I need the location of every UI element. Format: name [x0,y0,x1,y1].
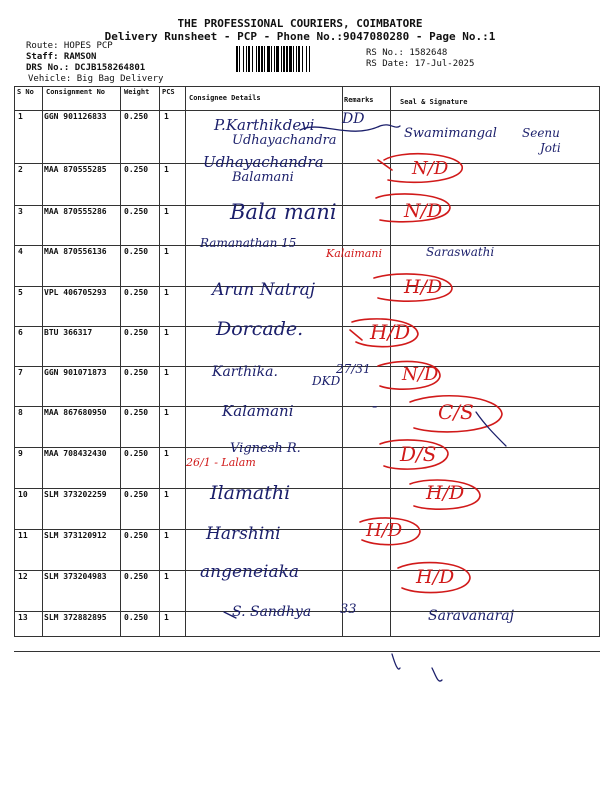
handwritten-name: angeneiaka [200,562,300,582]
handwritten-name: P.Karthikdevi [214,116,315,134]
handwritten-remark: H/D [370,320,411,344]
row-sno: 5 [18,288,23,297]
row-consignment: MAA 870556136 [44,247,107,256]
handwritten-remark: N/D [412,158,449,179]
row-consignment: MAA 867680950 [44,408,107,417]
row-pcs: 1 [164,112,169,121]
col-pcs: PCS [162,88,175,96]
row-pcs: 1 [164,165,169,174]
handwritten-name: Balamani [232,170,294,185]
row-sno: 11 [18,531,28,540]
remark-circle [360,518,420,545]
row-weight: 0.250 [124,288,149,297]
handwritten-remark: H/D [404,276,443,298]
row-sno: 7 [18,368,23,377]
row-consignment: SLM 373204983 [44,572,107,581]
row-sno: 4 [18,247,23,256]
handwritten-name: Harshini [206,524,281,544]
row-pcs: 1 [164,572,169,581]
handwritten-remark: N/D [402,364,439,385]
col-seal: Seal & Signature [400,98,468,106]
row-weight: 0.250 [124,408,149,417]
handwritten-name: Karthika. [212,364,278,380]
row-consignment: SLM 372882895 [44,613,107,622]
remark-circle [380,440,448,469]
handwritten-mark: - [372,396,378,415]
handwritten-name: Bala mani [230,200,337,224]
remark-circle [376,194,450,222]
row-pcs: 1 [164,613,169,622]
rs-date: RS Date: 17-Jul-2025 [366,59,475,69]
remark-arrow [350,330,362,340]
row-sno: 6 [18,328,23,337]
col-consignment: Consignment No [46,88,106,96]
row-sno: 13 [18,613,28,622]
page-title: THE PROFESSIONAL COURIERS, COIMBATORE [177,17,423,30]
row-weight: 0.250 [124,572,149,581]
handwritten-note: 26/1 - Lalam [186,456,256,469]
remark-arrow [378,160,392,170]
row-weight: 0.250 [124,449,149,458]
row-consignment: MAA 870555286 [44,207,107,216]
row-sno: 1 [18,112,23,121]
row-consignment: GGN 901126833 [44,112,107,121]
row-sno: 12 [18,572,28,581]
remark-circle [410,480,480,509]
handwritten-name: Dorcade. [216,318,304,340]
row-pcs: 1 [164,207,169,216]
row-pcs: 1 [164,531,169,540]
row-sno: 3 [18,207,23,216]
row-weight: 0.250 [124,368,149,377]
remark-circle [374,274,452,301]
handwritten-remark: H/D [426,482,465,504]
rs-number: RS No.: 1582648 [366,48,448,58]
remark-circle [352,319,418,347]
row-consignment: GGN 901071873 [44,368,107,377]
handwritten-seal: Saravanaraj [428,608,514,624]
handwritten-note: 27/31 [336,362,371,376]
handwritten-name: S. Sandhya [232,604,312,620]
staff-label: Staff: RAMSON [26,52,97,62]
row-sno: 9 [18,449,23,458]
row-weight: 0.250 [124,490,149,499]
handwritten-name: Ramanathan 15 [200,236,297,250]
row-weight: 0.250 [124,247,149,256]
handwritten-note: 33 [340,602,357,617]
row-pcs: 1 [164,490,169,499]
signature-stroke [392,654,400,669]
drs-label: DRS No.: DCJB158264801 [26,63,146,73]
signature-stroke [224,612,236,618]
row-consignment: VPL 406705293 [44,288,107,297]
handwritten-seal: Seenu [522,126,560,140]
row-sno: 8 [18,408,23,417]
handwritten-name: Arun Natraj [212,280,316,300]
vehicle-label: Vehicle: Big Bag Delivery [28,74,164,84]
handwritten-name: Udhayachandra [232,133,337,148]
row-pcs: 1 [164,449,169,458]
handwritten-remark: N/D [404,200,443,222]
remark-circle [378,361,440,389]
handwritten-seal: Swamimangal [404,126,497,141]
row-weight: 0.250 [124,613,149,622]
handwritten-remark: D/S [400,442,437,466]
row-pcs: 1 [164,328,169,337]
row-sno: 10 [18,490,28,499]
handwritten-seal: Saraswathi [426,245,495,259]
route-label: Route: HOPES PCP [26,41,113,51]
handwritten-note: DKD [312,374,341,388]
remark-circle [398,563,470,593]
row-consignment: MAA 870555285 [44,165,107,174]
row-weight: 0.250 [124,328,149,337]
handwritten-remark: H/D [366,520,403,541]
row-weight: 0.250 [124,531,149,540]
handwritten-seal: Joti [540,141,561,155]
row-weight: 0.250 [124,165,149,174]
handwritten-name: Udhayachandra [203,153,324,171]
row-consignment: MAA 708432430 [44,449,107,458]
row-pcs: 1 [164,247,169,256]
row-weight: 0.250 [124,207,149,216]
signature-stroke [432,668,442,681]
col-remarks: Remarks [344,96,374,104]
handwritten-name: Kalamani [222,402,294,420]
col-sno: S No [17,88,34,96]
row-consignment: BTU 366317 [44,328,93,337]
col-weight: Weight [124,88,150,96]
handwritten-note: Kalaimani [326,247,382,260]
signature-stroke [300,125,400,131]
col-consignee: Consignee Details [189,94,261,102]
row-sno: 2 [18,165,23,174]
row-pcs: 1 [164,288,169,297]
handwritten-name: Ilamathi [210,482,291,504]
row-consignment: SLM 373120912 [44,531,107,540]
row-consignment: SLM 373202259 [44,490,107,499]
row-pcs: 1 [164,368,169,377]
handwritten-remark: DD [342,111,365,127]
row-weight: 0.250 [124,112,149,121]
remark-circle [384,154,462,183]
page-subtitle: Delivery Runsheet - PCP - Phone No.:9047080280 - Page No.:1 [104,30,496,43]
handwritten-name: Vignesh R. [230,441,301,456]
row-pcs: 1 [164,408,169,417]
handwritten-remark: C/S [438,400,474,424]
handwritten-remark: H/D [416,566,455,588]
